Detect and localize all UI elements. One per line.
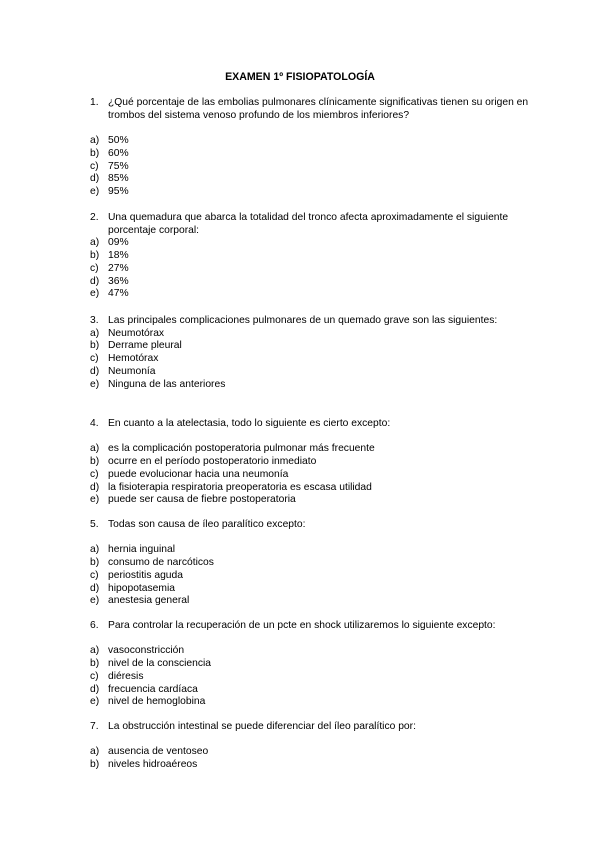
- option-item: [90, 353, 530, 366]
- option-item: [90, 583, 530, 596]
- option-text: ocurre en el período postoperatorio inmediato: [108, 456, 317, 468]
- question-text: Una quemadura que abarca la totalidad del tronco afecta aproximadamente el siguiente porcentaje corporal:: [108, 212, 509, 236]
- option-letter: a): [90, 237, 100, 249]
- option-text: 85%: [108, 173, 129, 185]
- question-6: [90, 620, 530, 709]
- option-letter: c): [90, 160, 99, 172]
- option-item: [90, 250, 530, 263]
- question-text: Las principales complicaciones pulmonares de un quemado grave son las siguientes:: [108, 315, 498, 326]
- question-number: 2.: [90, 212, 99, 223]
- option-item: [90, 595, 530, 608]
- option-text: Neumotórax: [108, 327, 165, 339]
- option-letter: a): [90, 135, 100, 147]
- option-letter: b): [90, 658, 100, 670]
- option-item: [90, 161, 530, 174]
- option-letter: a): [90, 443, 100, 455]
- option-letter: b): [90, 456, 100, 468]
- option-letter: a): [90, 746, 100, 758]
- option-text: 27%: [108, 262, 129, 274]
- option-item: [90, 746, 530, 759]
- option-item: [90, 456, 530, 469]
- option-item: [90, 671, 530, 684]
- option-letter: c): [90, 670, 99, 682]
- question-text: Todas son causa de íleo paralítico excepto:: [108, 519, 306, 530]
- option-text: consumo de narcóticos: [108, 557, 214, 569]
- option-text: Derrame pleural: [108, 340, 182, 352]
- option-letter: c): [90, 262, 99, 274]
- option-text: puede ser causa de fiebre postoperatoria: [108, 494, 296, 506]
- option-text: hernia inguinal: [108, 544, 175, 556]
- option-text: hipopotasemia: [108, 582, 175, 594]
- option-item: [90, 328, 530, 341]
- option-text: periostitis aguda: [108, 569, 183, 581]
- option-text: diéresis: [108, 670, 144, 682]
- option-item: [90, 366, 530, 379]
- option-letter: d): [90, 683, 100, 695]
- option-letter: d): [90, 275, 100, 287]
- option-letter: a): [90, 544, 100, 556]
- option-letter: a): [90, 645, 100, 657]
- option-item: [90, 148, 530, 161]
- option-text: frecuencia cardíaca: [108, 683, 198, 695]
- option-item: [90, 237, 530, 250]
- option-text: 18%: [108, 250, 129, 262]
- option-item: [90, 684, 530, 697]
- question-text: En cuanto a la atelectasia, todo lo siguiente es cierto excepto:: [108, 418, 391, 429]
- option-letter: b): [90, 147, 100, 159]
- question-5: [90, 519, 530, 608]
- option-item: [90, 696, 530, 709]
- option-letter: a): [90, 327, 100, 339]
- option-item: [90, 482, 530, 495]
- option-item: [90, 443, 530, 456]
- question-3: [90, 315, 530, 391]
- option-letter: e): [90, 378, 100, 390]
- question-1: [90, 97, 530, 199]
- option-item: [90, 276, 530, 289]
- option-text: niveles hidroaéreos: [108, 759, 198, 771]
- question-number: 1.: [90, 97, 99, 108]
- option-letter: d): [90, 365, 100, 377]
- option-letter: b): [90, 250, 100, 262]
- question-number: 5.: [90, 519, 99, 530]
- option-item: [90, 570, 530, 583]
- question-7: [90, 721, 530, 772]
- option-text: nivel de la consciencia: [108, 658, 212, 670]
- option-list: [90, 135, 530, 199]
- option-item: [90, 173, 530, 186]
- option-text: 09%: [108, 237, 129, 249]
- option-list: [90, 746, 530, 771]
- option-text: es la complicación postoperatoria pulmonar más frecuente: [108, 443, 375, 455]
- option-text: nivel de hemoglobina: [108, 696, 206, 708]
- option-letter: d): [90, 582, 100, 594]
- option-text: anestesia general: [108, 595, 190, 607]
- question-2: [90, 212, 530, 301]
- option-letter: e): [90, 595, 100, 607]
- option-item: [90, 544, 530, 557]
- option-item: [90, 557, 530, 570]
- option-letter: c): [90, 569, 99, 581]
- option-item: [90, 645, 530, 658]
- option-letter: d): [90, 481, 100, 493]
- option-text: Hemotórax: [108, 353, 159, 365]
- option-list: [90, 443, 530, 507]
- option-text: ausencia de ventoseo: [108, 746, 209, 758]
- option-letter: b): [90, 759, 100, 771]
- option-letter: b): [90, 340, 100, 352]
- option-list: [90, 645, 530, 709]
- option-text: vasoconstricción: [108, 645, 185, 657]
- option-item: [90, 469, 530, 482]
- question-text: Para controlar la recuperación de un pcte en shock utilizaremos lo siguiente excepto:: [108, 620, 496, 631]
- question-number: 4.: [90, 418, 99, 429]
- option-item: [90, 379, 530, 392]
- option-item: [90, 263, 530, 276]
- question-number: 7.: [90, 721, 99, 732]
- question-text: ¿Qué porcentaje de las embolias pulmonares clínicamente significativas tienen su origen en trombos del sistema venoso profundo de los miembros inferiores?: [108, 97, 529, 121]
- option-text: 95%: [108, 185, 129, 197]
- question-number: 6.: [90, 620, 99, 631]
- option-letter: e): [90, 494, 100, 506]
- page-title: EXAMEN 1º FISIOPATOLOGÍA: [225, 71, 375, 83]
- option-list: [90, 237, 530, 301]
- option-text: 50%: [108, 135, 129, 147]
- question-number: 3.: [90, 315, 99, 326]
- option-text: Ninguna de las anteriores: [108, 378, 226, 390]
- option-text: 47%: [108, 288, 129, 300]
- question-4: [90, 418, 530, 507]
- option-letter: d): [90, 173, 100, 185]
- option-text: la fisioterapia respiratoria preoperatoria es escasa utilidad: [108, 481, 372, 493]
- option-letter: e): [90, 696, 100, 708]
- option-letter: e): [90, 185, 100, 197]
- option-item: [90, 759, 530, 772]
- option-item: [90, 186, 530, 199]
- option-item: [90, 658, 530, 671]
- question-text: La obstrucción intestinal se puede diferenciar del íleo paralítico por:: [108, 721, 416, 732]
- option-item: [90, 340, 530, 353]
- option-letter: e): [90, 288, 100, 300]
- option-item: [90, 135, 530, 148]
- option-letter: c): [90, 353, 99, 365]
- option-text: 36%: [108, 275, 129, 287]
- option-letter: c): [90, 468, 99, 480]
- option-item: [90, 494, 530, 507]
- option-letter: b): [90, 557, 100, 569]
- option-text: 60%: [108, 147, 129, 159]
- option-item: [90, 288, 530, 301]
- option-text: Neumonía: [108, 365, 156, 377]
- option-list: [90, 328, 530, 392]
- option-text: 75%: [108, 160, 129, 172]
- option-list: [90, 544, 530, 608]
- option-text: puede evolucionar hacia una neumonía: [108, 468, 289, 480]
